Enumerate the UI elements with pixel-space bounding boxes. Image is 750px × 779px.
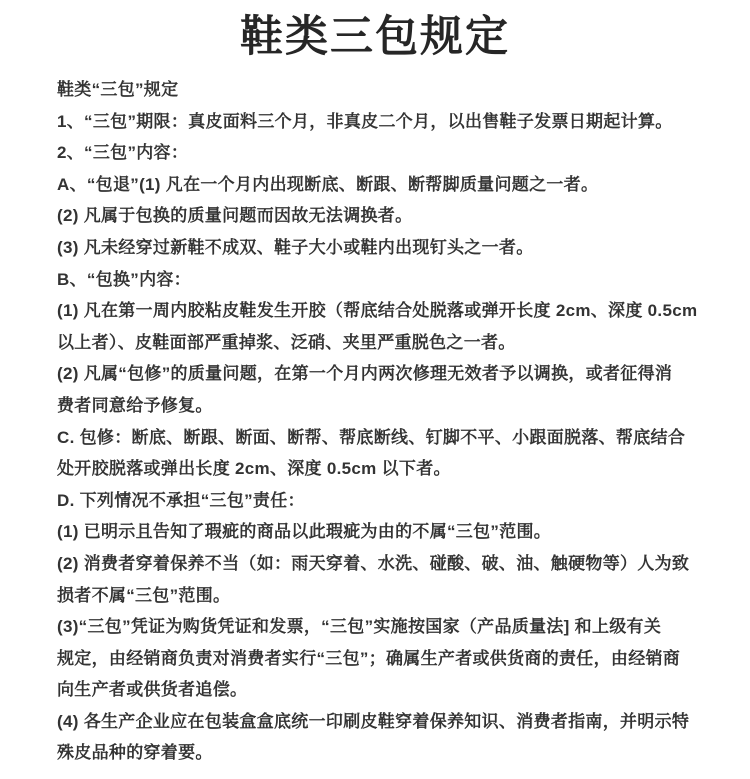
text-line-exclusion-2a: (2) 消费者穿着保养不当（如：雨天穿着、水洗、碰酸、破、油、触硬物等）人为致 bbox=[57, 553, 690, 573]
text-line-exchange-heading: B、“包换”内容： bbox=[57, 269, 191, 289]
text-line-content-heading: 2、“三包”内容： bbox=[57, 143, 189, 163]
text-line-refund-2: (2) 凡属于包换的质量问题而因故无法调换者。 bbox=[57, 206, 413, 226]
text-line-exchange-1a: (1) 凡在第一周内胶粘皮鞋发生开胶（帮底结合处脱落或弹开长度 2cm、深度 0.5cm bbox=[57, 301, 698, 321]
text-line-exclusion-1: (1) 已明示且告知了瑕疵的商品以此瑕疵为由的不属“三包”范围。 bbox=[57, 522, 552, 542]
text-line-exclusion-4a: (4) 各生产企业应在包装盒盒底统一印刷皮鞋穿着保养知识、消费者指南，并明示特 bbox=[57, 711, 690, 731]
text-line-exclusion-4b: 殊皮品种的穿着要。 bbox=[57, 743, 213, 763]
text-line-exclusion-3b: 规定，由经销商负责对消费者实行“三包”；确属生产者或供货商的责任，由经销商 bbox=[57, 648, 681, 668]
text-line-exchange-2a: (2) 凡属“包修”的质量问题，在第一个月内两次修理无效者予以调换，或者征得消 bbox=[57, 364, 673, 384]
text-line-repair-b: 处开胶脱落或弹出长度 2cm、深度 0.5cm 以下者。 bbox=[57, 459, 451, 479]
text-line-refund-3: (3) 凡未经穿过新鞋不成双、鞋子大小或鞋内出现钉头之一者。 bbox=[57, 237, 534, 257]
text-line-refund-a: A、“包退”(1) 凡在一个月内出现断底、断跟、断帮脚质量问题之一者。 bbox=[57, 174, 599, 194]
text-line-term: 1、“三包”期限：真皮面料三个月，非真皮二个月，以出售鞋子发票日期起计算。 bbox=[57, 111, 673, 131]
document-body bbox=[57, 74, 702, 769]
text-line-exclusion-2b: 损者不属“三包”范围。 bbox=[57, 585, 231, 605]
text-line-exchange-2b: 费者同意给予修复。 bbox=[57, 395, 213, 415]
text-line-repair-a: C. 包修：断底、断跟、断面、断帮、帮底断线、钉脚不平、小跟面脱落、帮底结合 bbox=[57, 427, 686, 447]
text-line-exclusion-3c: 向生产者或供货者追偿。 bbox=[57, 680, 248, 700]
text-line-exchange-1b: 以上者）、皮鞋面部严重掉浆、泛硝、夹里严重脱色之一者。 bbox=[57, 332, 516, 352]
page-title: 鞋类三包规定 bbox=[240, 13, 510, 61]
text-line-exclusion-3a: (3)“三包”凭证为购货凭证和发票，“三包”实施按国家（产品质量法] 和上级有关 bbox=[57, 617, 662, 637]
text-line-exclusion-heading: D. 下列情况不承担“三包”责任： bbox=[57, 490, 305, 510]
text-line-heading: 鞋类“三包”规定 bbox=[57, 80, 179, 99]
